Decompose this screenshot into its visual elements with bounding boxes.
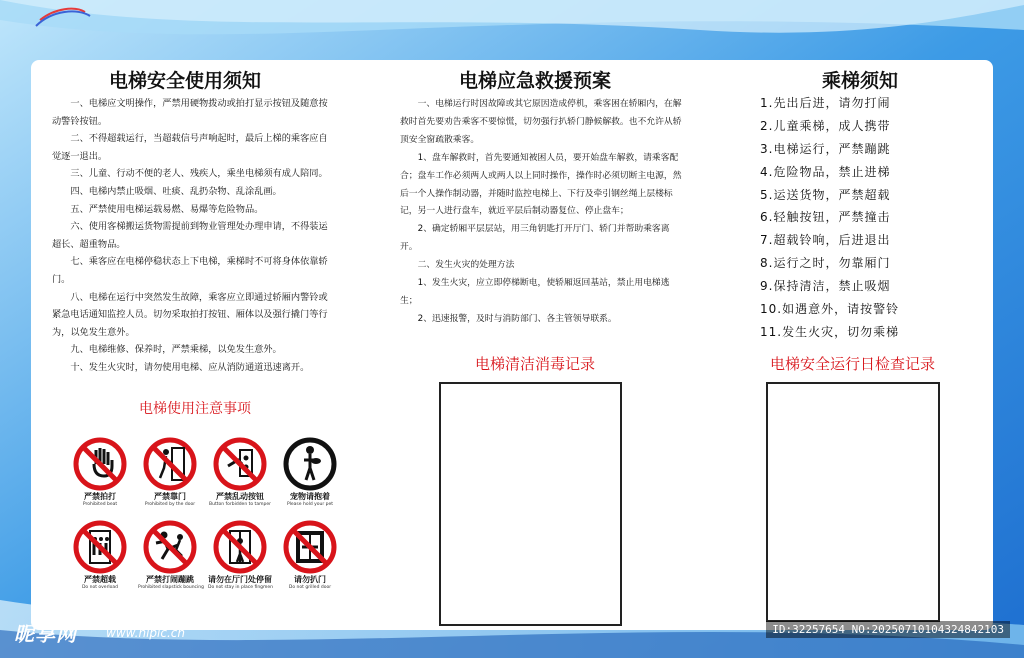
riding-rule-3: 3.电梯运行，严禁蹦跳 bbox=[760, 141, 891, 156]
no-prying-door-icon bbox=[282, 519, 338, 575]
emergency-plan-text bbox=[400, 96, 683, 329]
emergency-step-5: 1、发生火灾，应立即停梯断电，使轿厢返回基站，禁止用电梯逃生； bbox=[400, 278, 670, 306]
riding-rule-6: 6.轻触按钮，严禁撞击 bbox=[760, 210, 891, 225]
no-jumping-icon bbox=[142, 519, 198, 575]
sign-label-en: Prohibited beat bbox=[82, 502, 118, 507]
sign-label-en: Do not overload bbox=[81, 585, 119, 590]
inspection-record-box bbox=[766, 382, 940, 622]
sign-label: 严禁乱动按钮 bbox=[216, 492, 264, 501]
sign-1 bbox=[68, 436, 132, 508]
safety-rule-5: 五、严禁使用电梯运载易燃、易爆等危险物品。 bbox=[70, 203, 264, 215]
sign-label-en: Please hold your pet bbox=[286, 502, 334, 507]
sign-8 bbox=[278, 519, 342, 591]
riding-rule-5: 5.运送货物，严禁超载 bbox=[760, 187, 891, 202]
safety-rules-text bbox=[52, 95, 335, 377]
safety-rule-7: 七、乘客应在电梯停稳状态上下电梯，乘梯时不可将身体依靠轿门。 bbox=[52, 256, 328, 285]
no-slapping-icon bbox=[72, 436, 128, 492]
riding-rule-4: 4.危险物品，禁止进梯 bbox=[760, 164, 891, 179]
nipic-site: www.nipic.cn bbox=[106, 626, 185, 640]
riding-rule-11: 11.发生火灾，切勿乘梯 bbox=[760, 324, 900, 339]
safety-rule-9: 九、电梯维修、保养时，严禁乘梯，以免发生意外。 bbox=[70, 344, 282, 356]
sign-7 bbox=[208, 519, 272, 591]
riding-rule-2: 2.儿童乘梯，成人携带 bbox=[760, 118, 891, 133]
riding-rules-list bbox=[760, 92, 960, 344]
riding-rule-9: 9.保持清洁，禁止吸烟 bbox=[760, 279, 891, 294]
sign-label-en: Prohibited slapstick bouncing bbox=[138, 585, 204, 590]
sign-label: 严禁拍打 bbox=[84, 492, 116, 501]
cleaning-record-box bbox=[439, 382, 622, 626]
sign-label-en: Do not grilled door bbox=[288, 585, 332, 590]
sign-label-en: Prohibited by the door bbox=[144, 502, 196, 507]
riding-rule-7: 7.超载铃响，后进退出 bbox=[760, 233, 891, 248]
sign-3 bbox=[208, 436, 272, 508]
hold-pet-icon bbox=[282, 436, 338, 492]
middle-title: 电梯应急救援预案 bbox=[458, 70, 611, 92]
sign-label-en: Button forbidden to tamper bbox=[209, 502, 271, 507]
riding-rule-10: 10.如遇意外，请按警铃 bbox=[760, 302, 900, 317]
safety-rule-4: 四、电梯内禁止吸烟、吐痰、乱扔杂物、乱涂乱画。 bbox=[70, 185, 282, 197]
sign-label: 严禁打闹蹦跳 bbox=[146, 575, 194, 584]
nipic-logo: 昵享网 bbox=[14, 622, 77, 646]
sign-2 bbox=[138, 436, 202, 508]
safety-rule-2: 二、不得超载运行，当超载信号声响起时，最后上梯的乘客应自觉逐一退出。 bbox=[52, 133, 328, 162]
safety-rule-10: 十、发生火灾时，请勿使用电梯、应从消防通道迅速离开。 bbox=[70, 361, 310, 373]
safety-rule-8: 八、电梯在运行中突然发生故障，乘客应立即通过轿厢内警铃或紧急电话通知监控人员。切勿采取拍打按钮、厢体以及强行撬门等行为，以免发生意外。 bbox=[52, 291, 328, 338]
riding-rule-8: 8.运行之时，勿靠厢门 bbox=[760, 256, 891, 271]
no-overload-icon bbox=[72, 519, 128, 575]
riding-rule-1: 1.先出后进，请勿打闹 bbox=[760, 96, 891, 110]
notice-title: 电梯使用注意事项 bbox=[139, 401, 251, 417]
safety-rule-3: 三、儿童、行动不便的老人、残疾人，乘坐电梯须有成人陪同。 bbox=[70, 168, 328, 180]
safety-rule-6: 六、使用客梯搬运货物需提前到物业管理处办理申请，不得装运超长、超重物品。 bbox=[52, 221, 328, 250]
no-staying-at-door-icon bbox=[212, 519, 268, 575]
sign-4 bbox=[278, 436, 342, 508]
sign-label-en: Do not stay in place fingmen bbox=[208, 585, 274, 590]
sign-label: 严禁超载 bbox=[84, 575, 116, 584]
emergency-step-2: 1、盘车解救时，首先要通知被困人员，要开始盘车解救，请乘客配合；盘车工作必须两人或两人以上同时操作，操作时必须切断主电源，然后一个人操作制动器，并随时监控电梯上、下行及牵引钢丝绳上层楼标记，另一人进行盘车，就近平层后制动器复位、停止盘车； bbox=[400, 152, 682, 217]
cleaning-record-title: 电梯清洁消毒记录 bbox=[474, 355, 595, 373]
sign-label: 请勿在厅门处停留 bbox=[208, 575, 272, 584]
sign-label: 请勿扒门 bbox=[294, 575, 326, 584]
sign-label: 严禁靠门 bbox=[154, 492, 186, 501]
sign-5 bbox=[68, 519, 132, 591]
no-tampering-buttons-icon bbox=[212, 436, 268, 492]
image-id-bar: ID:32257654 NO:20250710104324842103 bbox=[766, 621, 1010, 638]
emergency-step-1: 一、电梯运行时因故障或其它原因造成停机，乘客困在轿厢内，在解救时首先要劝告乘客不要惊慌，切勿强行扒轿门静候解救。也不允许从轿顶安全窗疏散乘客。 bbox=[400, 99, 682, 145]
sign-label: 宠物请抱着 bbox=[290, 492, 330, 501]
safety-rule-1: 一、电梯应文明操作，严禁用硬物拨动或拍打显示按钮及随意按动警铃按钮。 bbox=[52, 98, 328, 127]
no-leaning-on-door-icon bbox=[142, 436, 198, 492]
inspection-record-title: 电梯安全运行日检查记录 bbox=[769, 355, 935, 373]
right-title: 乘梯须知 bbox=[821, 70, 898, 92]
emergency-step-4: 二、发生火灾的处理方法 bbox=[417, 260, 515, 271]
left-title: 电梯安全使用须知 bbox=[108, 70, 261, 92]
emergency-step-3: 2、确定轿厢平层层站，用三角钥匙打开厅门、轿门并帮助乘客离开。 bbox=[400, 224, 670, 253]
sign-6 bbox=[138, 519, 202, 591]
emergency-step-6: 2、迅速报警，及时与消防部门、各主管领导联系。 bbox=[417, 313, 617, 324]
